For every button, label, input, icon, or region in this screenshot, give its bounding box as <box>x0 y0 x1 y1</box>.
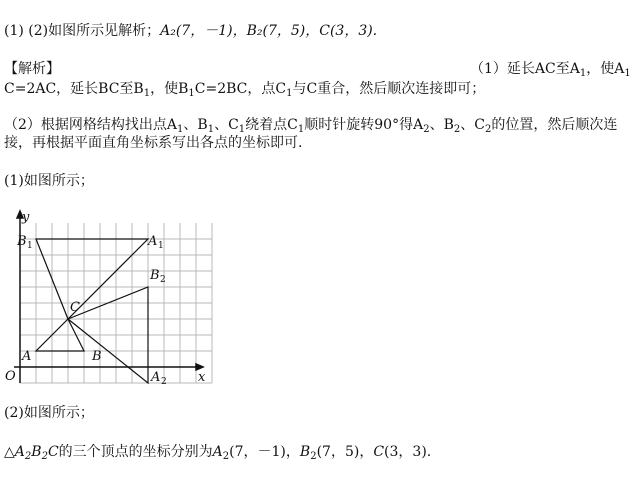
part2-e: 顺时针旋转90°得A <box>304 117 424 133</box>
c-label: C <box>70 300 80 315</box>
final-a2: A <box>212 444 223 460</box>
triangle-a1b1c <box>36 239 148 319</box>
b2-coord: B₂(7，5)， <box>246 23 320 39</box>
y-axis-label: y <box>22 210 30 225</box>
answer2-label: (2)如图所示； <box>4 405 94 421</box>
part1-l2-sub2: 1 <box>188 88 195 99</box>
a2-label: A <box>151 370 161 385</box>
b1-sub: 1 <box>27 241 33 251</box>
final-b2-val: (7，5)， <box>316 444 374 460</box>
final-tri-sub1: 2 <box>24 451 32 462</box>
part2-sub5: 2 <box>423 124 430 135</box>
final-tri-sub2: 2 <box>41 451 48 462</box>
analysis-part2-line2: 接，再根据平面直角坐标系写出各点的坐标即可. <box>4 135 303 151</box>
b-label: B <box>92 349 102 364</box>
c-coord: C(3，3). <box>319 23 378 39</box>
figure-svg <box>0 205 215 385</box>
final-answer-line <box>4 443 431 461</box>
part1-text-a: （1）延长AC至A <box>470 61 580 77</box>
part2-sub4: 1 <box>297 124 305 135</box>
a2-sub: 2 <box>161 377 167 387</box>
part2-b: 、B <box>183 117 208 133</box>
part1-text-b: ，使A <box>586 61 625 77</box>
answer1-label: (1)如图所示； <box>4 173 94 189</box>
part1-l2-d: 与C重合，然后顺次连接即可； <box>292 81 486 97</box>
part1-sub-b: 1 <box>624 68 631 79</box>
part2-sub3: 1 <box>238 124 246 135</box>
part2-sub2: 1 <box>207 124 215 135</box>
part2-sub7: 2 <box>484 124 492 135</box>
final-b2: B <box>299 444 311 460</box>
part1-l2-b: ，使B <box>150 81 189 97</box>
analysis-tag: 【解析】 <box>4 61 60 77</box>
part2-d: 绕着点C <box>245 117 298 133</box>
final-c: C <box>373 444 385 460</box>
final-text: 的三个顶点的坐标分别为 <box>58 444 213 460</box>
final-a2-sub: 2 <box>222 451 230 462</box>
final-a2-val: (7，－1)， <box>229 444 300 460</box>
part1-l2-sub1: 1 <box>143 88 151 99</box>
analysis-part1-line1 <box>470 60 631 78</box>
final-tri: △A <box>4 444 25 460</box>
axes <box>14 211 203 383</box>
b2-sub: 2 <box>160 275 166 285</box>
b1-label: B <box>17 234 27 249</box>
part2-g: 、C <box>460 117 485 133</box>
part2-h: 的位置，然后顺次连 <box>491 117 618 133</box>
final-c-val: (3，3). <box>384 444 432 460</box>
part2-sub1: 1 <box>177 124 184 135</box>
part1-l2-a: C=2AC，延长BC至B <box>4 81 144 97</box>
origin-label: O <box>5 369 16 384</box>
x-axis-label: x <box>198 370 206 385</box>
analysis-part2-line1 <box>4 116 617 134</box>
coordinate-figure <box>0 205 215 385</box>
analysis-part1-line2 <box>4 80 485 98</box>
final-b2-sub: 2 <box>310 451 317 462</box>
a2-coord: A₂(7，－1)， <box>160 23 247 39</box>
part2-a: （2）根据网格结构找出点A <box>4 117 178 133</box>
part2-f: 、B <box>429 117 454 133</box>
part1-sub-a: 1 <box>579 68 587 79</box>
a1-label: A <box>148 234 158 249</box>
answer-summary-line <box>4 22 377 40</box>
final-tri-c: C <box>47 444 59 460</box>
b2-label: B <box>150 268 160 283</box>
answer-prefix: (1) (2)如图所示见解析； <box>4 23 161 39</box>
part2-sub6: 2 <box>453 124 461 135</box>
final-tri-b: B <box>31 444 42 460</box>
a-label: A <box>22 349 32 364</box>
part1-l2-sub3: 1 <box>286 88 293 99</box>
grid <box>20 223 212 383</box>
part1-l2-c: C=2BC，点C <box>194 81 287 97</box>
a1-sub: 1 <box>158 241 164 251</box>
part2-c: 、C <box>214 117 239 133</box>
